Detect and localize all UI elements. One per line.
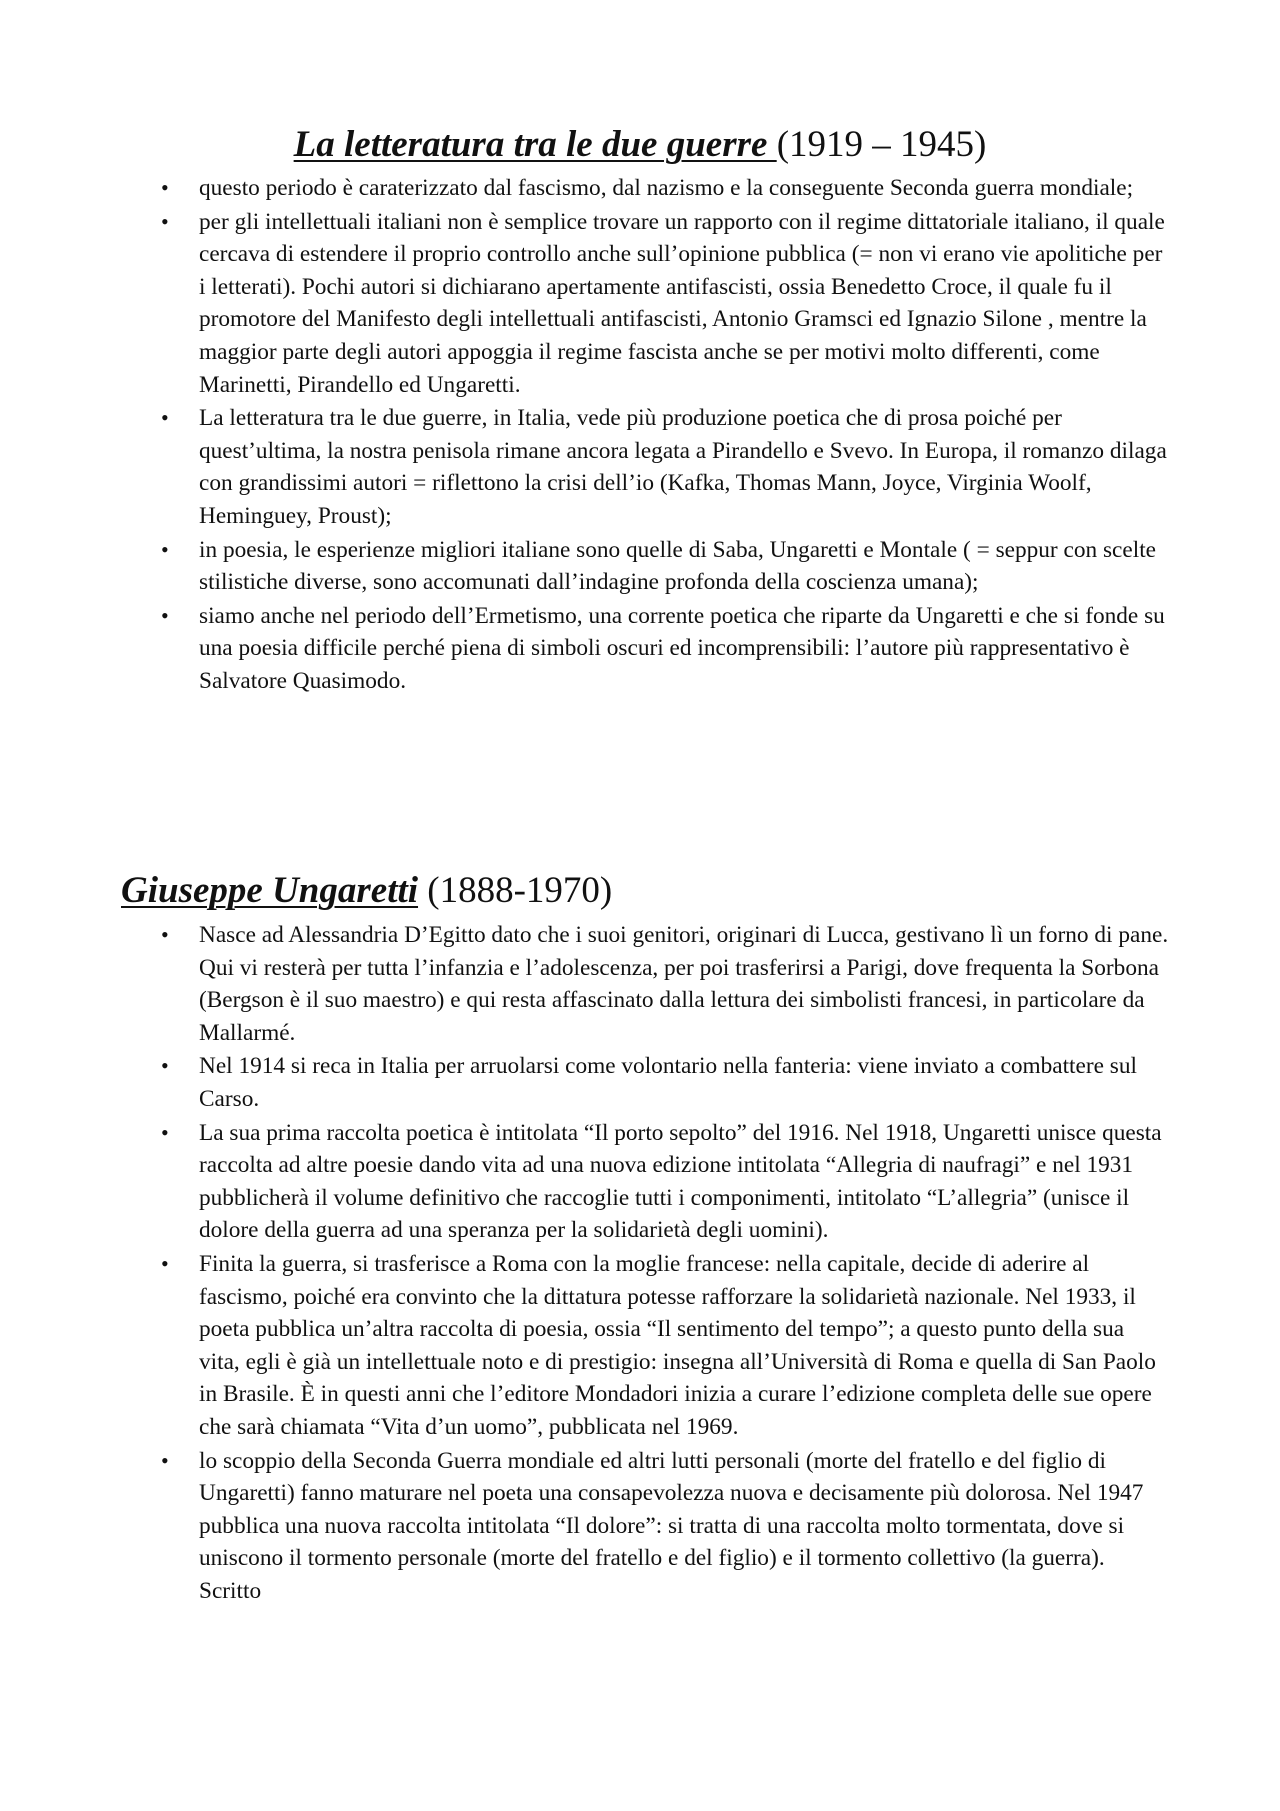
bullet-icon: • <box>161 536 169 562</box>
list-item-text: La sua prima raccolta poetica è intitolata “Il porto sepolto” del 1916. Nel 1918, Ungaretti unisce questa raccolta ad altre poesie dando vita ad una nuova edizione intitolata “Allegria di naufragi” e nel 1931 pubblicherà il volume definitivo che raccoglie tutti i componimenti, intitolato “L’allegria” (unisce il dolore della guerra ad una speranza per la solidarietà degli uomini). <box>199 1119 1162 1244</box>
list-item-text: questo periodo è caraterizzato dal fascismo, dal nazismo e la conseguente Seconda guerra mondiale; <box>199 175 1134 201</box>
list-item <box>0 402 1169 532</box>
bullet-list-interwar-literature <box>0 172 1280 699</box>
bullet-icon: • <box>161 1119 169 1145</box>
list-item-text: per gli intellettuali italiani non è semplice trovare un rapporto con il regime dittatoriale italiano, il quale cercava di estendere il proprio controllo anche sull’opinione pubblica (= non vi erano vie apolitiche per i letterati). Pochi autori si dichiarano apertamente antifascisti, ossia Benedetto Croce, il quale fu il promotore del Manifesto degli intellettuali antifascisti, Antonio Gramsci ed Ignazio Silone , mentre la maggior parte degli autori appoggia il regime fascista anche se per motivi molto differenti, come Marinetti, Pirandello ed Ungaretti. <box>199 208 1165 398</box>
list-item-text: La letteratura tra le due guerre, in Italia, vede più produzione poetica che di prosa poiché per quest’ultima, la nostra penisola rimane ancora legata a Pirandello e Svevo. In Europa, il romanzo dilaga con grandissimi autori = riflettono la crisi dell’io (Kafka, Thomas Mann, Joyce, Virginia Woolf, Heminguey, Proust); <box>199 405 1167 529</box>
list-item-text: siamo anche nel periodo dell’Ermetismo, una corrente poetica che riparte da Ungaretti e che si fonde su una poesia difficile perché piena di simboli oscuri ed incomprensibili: l’autore più rappresentativo è Salvatore Quasimodo. <box>199 602 1165 694</box>
bullet-icon: • <box>161 922 169 947</box>
list-item-text: Nasce ad Alessandria D’Egitto dato che i suoi genitori, originari di Lucca, gestivano lì un forno di pane. Qui vi resterà per tutta l’infanzia e l’adolescenza, per poi trasferirsi a Parigi, dove frequenta la Sorbona (Bergson è il suo maestro) e qui resta affascinato dalla lettura dei simbolisti francesi, in particolare da Mallarmé. <box>199 922 1169 1046</box>
bullet-icon: • <box>161 1447 169 1473</box>
section-title-text: Giuseppe Ungaretti <box>121 870 419 911</box>
list-item <box>0 172 1169 205</box>
list-item <box>0 534 1169 599</box>
list-item-text: Finita la guerra, si trasferisce a Roma con la moglie francese: nella capitale, decide di aderire al fascismo, poiché era convinto che la dittatura potesse rafforzare la solidarietà nazionale. Nel 1933, il poeta pubblica un’altra raccolta di poesia, ossia “Il sentimento del tempo”; a questo punto della sua vita, egli è già un intellettuale noto e di prestigio: insegna all’Università di Roma e quella di San Paolo in Brasile. È in questi anni che l’editore Mondadori inizia a curare l’edizione completa delle sue opere che sarà chiamata “Vita d’un uomo”, pubblicata nel 1969. <box>199 1250 1156 1440</box>
section-title-dates: (1919 – 1945) <box>776 124 987 165</box>
section-title-text: La letteratura tra le due guerre <box>293 124 777 165</box>
list-item <box>0 600 1169 698</box>
bullet-icon: • <box>161 1250 169 1276</box>
bullet-icon: • <box>161 1053 169 1079</box>
list-item <box>0 1248 1169 1444</box>
bullet-icon: • <box>161 602 169 628</box>
section-title-interwar-literature <box>0 123 1280 167</box>
section-title-dates: (1888-1970) <box>418 870 613 911</box>
bullet-list-ungaretti <box>0 919 1280 1608</box>
list-item <box>0 206 1169 402</box>
list-item-text: in poesia, le esperienze migliori italiane sono quelle di Saba, Ungaretti e Montale ( = seppur con scelte stilistiche diverse, sono accomunati dall’indagine profonda della coscienza umana); <box>199 536 1157 596</box>
list-item <box>0 1117 1169 1247</box>
list-item <box>0 919 1169 1049</box>
bullet-icon: • <box>161 208 169 234</box>
list-item-text: Nel 1914 si reca in Italia per arruolarsi come volontario nella fanteria: viene inviato a combattere sul Carso. <box>199 1053 1137 1112</box>
section-title-ungaretti <box>121 869 612 913</box>
list-item-text: lo scoppio della Seconda Guerra mondiale ed altri lutti personali (morte del fratello e del figlio di Ungaretti) fanno maturare nel poeta una consapevolezza nuova e decisamente più dolorosa. Nel 1947 pubblica una nuova raccolta intitolata “Il dolore”: si tratta di una raccolta molto tormentata, dove si uniscono il tormento personale (morte del fratello e del figlio) e il tormento collettivo (la guerra). Scritto <box>199 1447 1144 1604</box>
bullet-icon: • <box>161 175 169 200</box>
list-item <box>0 1050 1169 1115</box>
list-item <box>0 1445 1169 1608</box>
bullet-icon: • <box>161 405 169 431</box>
